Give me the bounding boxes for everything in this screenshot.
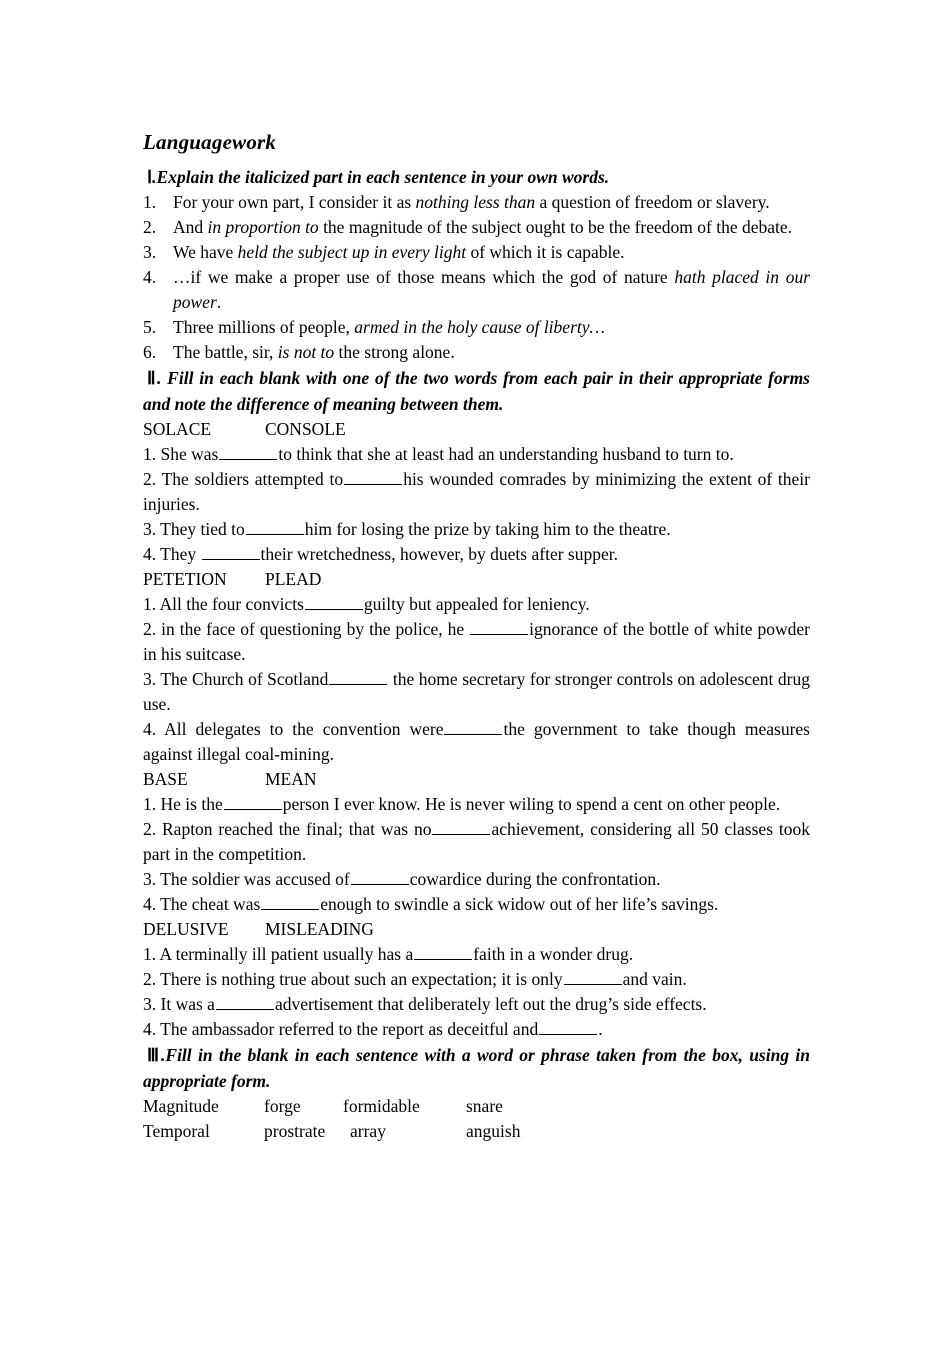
word-pair-second: CONSOLE xyxy=(265,419,346,439)
italic-phrase: nothing less than xyxy=(415,192,536,212)
box-word: formidable xyxy=(343,1096,420,1116)
section-1-heading-text: .Explain the italicized part in each sentence in your own words. xyxy=(152,167,610,187)
item-number: 5. xyxy=(143,317,157,337)
question-text: him for losing the prize by taking him to the theatre. xyxy=(304,519,671,539)
word-pair-first: SOLACE xyxy=(143,419,212,439)
word-pair xyxy=(143,917,810,942)
question-text: 2. There is nothing true about such an expectation; it is only xyxy=(143,969,563,989)
question-text: guilty but appealed for leniency. xyxy=(363,594,590,614)
list-item xyxy=(143,240,810,265)
question-text: 2. The soldiers attempted to xyxy=(143,469,344,489)
question xyxy=(143,592,810,617)
answer-blank[interactable] xyxy=(539,1017,597,1035)
word-box-row xyxy=(143,1094,810,1119)
item-text: For your own part, I consider it as xyxy=(173,192,416,212)
answer-blank[interactable] xyxy=(305,592,363,610)
word-pair-first: PETETION xyxy=(143,569,227,589)
answer-blank[interactable] xyxy=(444,717,502,735)
answer-blank[interactable] xyxy=(202,542,260,560)
question xyxy=(143,542,810,567)
section-3-number: Ⅲ xyxy=(147,1045,162,1065)
answer-blank[interactable] xyxy=(329,667,387,685)
section-2-groups xyxy=(143,417,810,1042)
question-text: 2. Rapton reached the final; that was no xyxy=(143,819,432,839)
question xyxy=(143,467,810,517)
item-number: 3. xyxy=(143,242,157,262)
question xyxy=(143,617,810,667)
box-word: forge xyxy=(264,1096,301,1116)
answer-blank[interactable] xyxy=(246,517,304,535)
answer-blank[interactable] xyxy=(414,942,472,960)
question xyxy=(143,717,810,767)
box-word: prostrate xyxy=(264,1121,326,1141)
box-word: array xyxy=(350,1121,386,1141)
answer-blank[interactable] xyxy=(432,817,490,835)
italic-phrase: hath placed in our power xyxy=(173,267,811,312)
section-2-number: Ⅱ xyxy=(147,368,158,388)
question xyxy=(143,517,810,542)
list-item xyxy=(143,340,810,365)
list-item xyxy=(143,265,810,315)
answer-blank[interactable] xyxy=(564,967,622,985)
list-item xyxy=(143,215,810,240)
word-pair-second: MEAN xyxy=(265,769,317,789)
word-box xyxy=(143,1094,810,1144)
section-1-heading xyxy=(143,164,810,190)
word-pair xyxy=(143,767,810,792)
question-text: 2. in the face of questioning by the police, he xyxy=(143,619,470,639)
word-pair-second: MISLEADING xyxy=(265,919,374,939)
word-pair xyxy=(143,417,810,442)
list-item xyxy=(143,190,810,215)
italic-phrase: armed in the holy cause of liberty… xyxy=(354,317,606,337)
section-2-heading xyxy=(143,365,810,417)
item-text: the strong alone. xyxy=(334,342,455,362)
answer-blank[interactable] xyxy=(351,867,409,885)
question xyxy=(143,1017,810,1042)
word-pair-first: BASE xyxy=(143,769,188,789)
question xyxy=(143,442,810,467)
question-text: 1. All the four convicts xyxy=(143,594,304,614)
answer-blank[interactable] xyxy=(216,992,274,1010)
word-pair-first: DELUSIVE xyxy=(143,919,229,939)
question-text: 4. The cheat was xyxy=(143,894,261,914)
answer-blank[interactable] xyxy=(219,442,277,460)
question-text: ignorance of the bottle of white powder in his suitcase. xyxy=(143,619,810,664)
question-text: advertisement that deliberately left out the drug’s side effects. xyxy=(274,994,707,1014)
box-word: snare xyxy=(466,1096,503,1116)
question-text: person I ever know. He is never wiling to spend a cent on other people. xyxy=(282,794,781,814)
question xyxy=(143,792,810,817)
section-3-heading-text: .Fill in the blank in each sentence with a word or phrase taken from the box, using in appropriate form. xyxy=(143,1045,810,1091)
item-number: 4. xyxy=(143,267,157,287)
question-text: the home secretary for stronger controls on adolescent drug use. xyxy=(143,669,810,714)
question-text: 1. He is the xyxy=(143,794,223,814)
question-text: and vain. xyxy=(622,969,687,989)
item-text: a question of freedom or slavery. xyxy=(535,192,770,212)
question xyxy=(143,667,810,717)
section-3-heading xyxy=(143,1042,810,1094)
box-word: Temporal xyxy=(143,1121,210,1141)
item-text: the magnitude of the subject ought to be the freedom of the debate. xyxy=(318,217,793,237)
question-text: 4. They xyxy=(143,544,201,564)
box-word: Magnitude xyxy=(143,1096,219,1116)
question-text: cowardice during the confrontation. xyxy=(409,869,661,889)
question-text: 3. They tied to xyxy=(143,519,245,539)
item-text: And xyxy=(173,217,208,237)
question-text: their wretchedness, however, by duets after supper. xyxy=(260,544,618,564)
question xyxy=(143,992,810,1017)
italic-phrase: is not to xyxy=(277,342,335,362)
answer-blank[interactable] xyxy=(344,467,402,485)
word-pair xyxy=(143,567,810,592)
question xyxy=(143,892,810,917)
answer-blank[interactable] xyxy=(224,792,282,810)
question xyxy=(143,817,810,867)
box-word: anguish xyxy=(466,1121,521,1141)
italic-phrase: held the subject up in every light xyxy=(237,242,467,262)
question-text: the government to take though measures against illegal coal-mining. xyxy=(143,719,810,764)
item-text: Three millions of people, xyxy=(173,317,355,337)
question-text: 3. It was a xyxy=(143,994,215,1014)
question-text: 3. The Church of Scotland xyxy=(143,669,329,689)
question xyxy=(143,942,810,967)
answer-blank[interactable] xyxy=(261,892,319,910)
question-text: 3. The soldier was accused of xyxy=(143,869,350,889)
word-pair-second: PLEAD xyxy=(265,569,322,589)
list-item xyxy=(143,315,810,340)
question-text: 4. All delegates to the convention were xyxy=(143,719,444,739)
section-2-heading-text: . Fill in each blank with one of the two words from each pair in their appropriate forms and note the difference of meaning between them. xyxy=(143,368,810,414)
question-text: to think that she at least had an understanding husband to turn to. xyxy=(278,444,734,464)
item-text: We have xyxy=(173,242,238,262)
worksheet-content xyxy=(143,128,810,1144)
section-1-list xyxy=(143,190,810,365)
question-text: achievement, considering all 50 classes took part in the competition. xyxy=(143,819,810,864)
question-text: his wounded comrades by minimizing the extent of their injuries. xyxy=(143,469,811,514)
item-number: 2. xyxy=(143,217,157,237)
question-text: 4. The ambassador referred to the report as deceitful and xyxy=(143,1019,539,1039)
question-text: enough to swindle a sick widow out of her life’s savings. xyxy=(320,894,719,914)
question xyxy=(143,967,810,992)
item-text: The battle, sir, xyxy=(173,342,278,362)
page-title: Languagework xyxy=(143,130,277,154)
italic-phrase: in proportion to xyxy=(207,217,319,237)
question xyxy=(143,867,810,892)
item-text: …if we make a proper use of those means which the god of nature xyxy=(173,267,675,287)
item-text: of which it is capable. xyxy=(466,242,625,262)
question-text: faith in a wonder drug. xyxy=(473,944,634,964)
answer-blank[interactable] xyxy=(470,617,528,635)
question-text: 1. She was xyxy=(143,444,219,464)
item-text: . xyxy=(216,292,222,312)
word-box-row xyxy=(143,1119,810,1144)
section-1-number: Ⅰ xyxy=(147,167,153,187)
item-number: 1. xyxy=(143,192,157,212)
question-text: . xyxy=(598,1019,603,1039)
item-number: 6. xyxy=(143,342,157,362)
question-text: 1. A terminally ill patient usually has a xyxy=(143,944,414,964)
